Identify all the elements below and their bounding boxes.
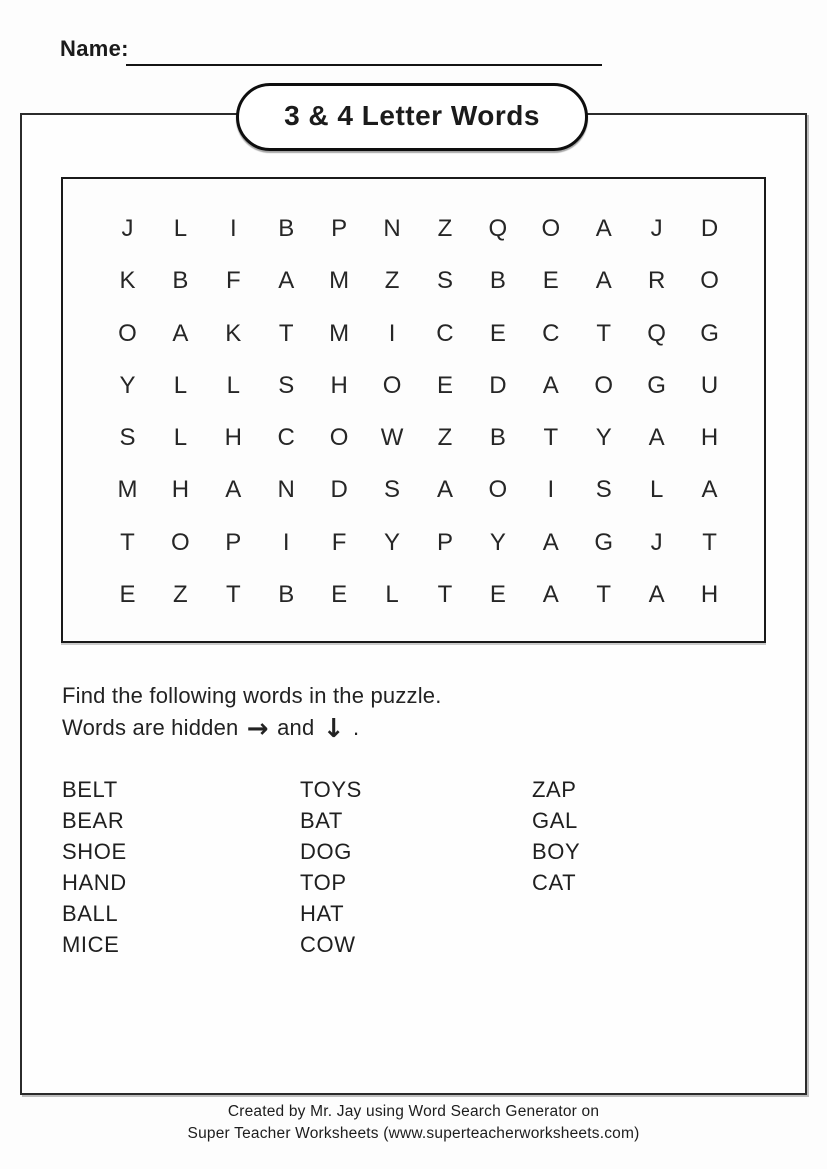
grid-letter: E xyxy=(489,319,506,347)
grid-letter: J xyxy=(650,215,663,243)
grid-letter: M xyxy=(329,267,350,295)
word-item: HAND xyxy=(62,870,127,895)
word-item: BAT xyxy=(300,808,343,833)
grid-letter: E xyxy=(331,580,348,608)
grid-letter: Z xyxy=(384,267,400,295)
grid-letter: B xyxy=(278,580,295,608)
grid-letter: A xyxy=(172,319,189,347)
grid-letter: B xyxy=(278,215,295,243)
word-item: ZAP xyxy=(532,777,577,802)
grid-letter: I xyxy=(282,528,290,556)
grid-letter: J xyxy=(650,528,663,556)
grid-letter: L xyxy=(226,371,240,399)
grid-letter: H xyxy=(330,371,348,399)
grid-letter: E xyxy=(119,580,136,608)
word-item: BALL xyxy=(62,901,119,926)
grid-letter: E xyxy=(542,267,559,295)
word-column xyxy=(532,774,732,960)
word-item: BEAR xyxy=(62,808,125,833)
footer-line2: Super Teacher Worksheets (www.superteacherworksheets.com) xyxy=(187,1125,640,1142)
grid-letter: H xyxy=(171,476,190,504)
grid-letter: Q xyxy=(647,319,666,347)
grid-letter: A xyxy=(542,580,559,608)
grid-letter: Z xyxy=(173,580,188,608)
grid-letter: O xyxy=(329,424,349,452)
grid-letter: C xyxy=(436,319,454,347)
grid-letter: S xyxy=(436,267,453,295)
word-column xyxy=(300,774,532,960)
grid-letter: T xyxy=(225,580,241,608)
grid-letter: B xyxy=(172,267,189,295)
grid-letter: E xyxy=(436,371,453,399)
grid-letter: U xyxy=(700,371,719,399)
grid-letter: I xyxy=(229,215,237,243)
grid-letter: I xyxy=(547,476,555,504)
grid-letter: Z xyxy=(437,215,453,243)
word-list xyxy=(62,774,732,960)
grid-letter: T xyxy=(437,580,453,608)
instructions-line2-prefix: Words are hidden xyxy=(62,715,239,740)
word-item: CAT xyxy=(532,870,577,895)
word-item: GAL xyxy=(532,808,578,833)
grid-letter: A xyxy=(278,267,295,295)
grid-letter: A xyxy=(542,528,559,556)
grid-letter: T xyxy=(543,424,559,452)
grid-letter: M xyxy=(117,476,138,504)
word-item: DOG xyxy=(300,839,352,864)
grid-letter: L xyxy=(649,476,664,504)
down-arrow-icon: ↓ xyxy=(322,714,345,744)
grid-letter: O xyxy=(541,215,561,243)
grid-letter: K xyxy=(119,267,136,295)
right-arrow-icon: → xyxy=(246,714,269,744)
grid-letter: L xyxy=(173,215,188,243)
word-item: BOY xyxy=(532,839,581,864)
grid-letter: L xyxy=(173,371,188,399)
grid-letter: L xyxy=(385,580,399,608)
name-blank-line xyxy=(126,42,602,66)
grid-letter: O xyxy=(488,476,508,504)
instructions-line2 xyxy=(62,712,442,745)
grid-letter: Y xyxy=(384,528,401,556)
grid-letter: Q xyxy=(488,215,508,243)
grid-letter: K xyxy=(225,319,242,347)
footer-credit xyxy=(0,1101,827,1145)
grid-letter: W xyxy=(380,424,404,452)
grid-letter: J xyxy=(121,215,134,243)
grid-letter: A xyxy=(595,215,612,243)
grid-letter: G xyxy=(647,371,666,399)
word-column xyxy=(62,774,300,960)
page-title: 3 & 4 Letter Words xyxy=(284,100,540,131)
grid-letter: C xyxy=(542,319,560,347)
grid-letter: O xyxy=(700,267,719,295)
grid-letter: G xyxy=(700,319,719,347)
instructions-line2-suffix: . xyxy=(353,715,360,740)
grid-letter: H xyxy=(700,580,719,608)
grid-letter: P xyxy=(331,215,348,243)
grid-letter: F xyxy=(225,267,241,295)
grid-letter: H xyxy=(700,424,719,452)
grid-letter: P xyxy=(225,528,242,556)
grid-letter: S xyxy=(119,424,136,452)
grid-letter: D xyxy=(330,476,348,504)
grid-letter: T xyxy=(596,580,612,608)
word-item: HAT xyxy=(300,901,345,926)
grid-letter: T xyxy=(120,528,135,556)
grid-letter: I xyxy=(388,319,396,347)
grid-letter: E xyxy=(489,580,506,608)
grid-letter: A xyxy=(542,371,559,399)
name-label: Name: xyxy=(60,36,129,61)
letter-grid xyxy=(61,177,766,643)
grid-letter: N xyxy=(277,476,295,504)
grid-letter: A xyxy=(595,267,612,295)
grid-letter: C xyxy=(277,424,295,452)
grid-letter: O xyxy=(594,371,614,399)
word-item: TOYS xyxy=(300,777,362,802)
grid-letter: B xyxy=(489,424,506,452)
grid-letter: O xyxy=(118,319,137,347)
grid-letter: A xyxy=(648,424,665,452)
grid-letter: Y xyxy=(489,528,506,556)
grid-letter: O xyxy=(382,371,402,399)
grid-letter: G xyxy=(594,528,614,556)
grid-letter: H xyxy=(224,424,242,452)
word-item: SHOE xyxy=(62,839,127,864)
grid-letter: L xyxy=(173,424,188,452)
grid-letter: S xyxy=(278,371,295,399)
grid-letter: A xyxy=(436,476,453,504)
title-badge xyxy=(236,83,588,151)
instructions-conjunction: and xyxy=(277,715,315,740)
grid-letter: Y xyxy=(119,371,136,399)
grid-letter: M xyxy=(329,319,350,347)
grid-letter: Z xyxy=(437,424,453,452)
instructions xyxy=(62,680,442,745)
grid-letter: P xyxy=(436,528,453,556)
grid-letter: A xyxy=(648,580,665,608)
word-item: MICE xyxy=(62,932,120,957)
grid-letter: D xyxy=(489,371,507,399)
grid-letter: N xyxy=(383,215,401,243)
word-item: COW xyxy=(300,932,356,957)
grid-letter: Y xyxy=(595,424,612,452)
grid-letter: T xyxy=(702,528,717,556)
grid-letter: O xyxy=(171,528,190,556)
grid-letter: T xyxy=(278,319,294,347)
grid-letter: R xyxy=(647,267,666,295)
grid-letter: F xyxy=(331,528,347,556)
grid-letter: D xyxy=(700,215,719,243)
grid-letter: A xyxy=(701,476,718,504)
grid-letter: T xyxy=(596,319,612,347)
grid-letter: A xyxy=(225,476,242,504)
word-item: TOP xyxy=(300,870,347,895)
grid-letter: B xyxy=(489,267,506,295)
grid-letter: S xyxy=(595,476,612,504)
instructions-line1: Find the following words in the puzzle. xyxy=(62,683,442,708)
grid-letter: S xyxy=(384,476,401,504)
word-item: BELT xyxy=(62,777,118,802)
footer-line1: Created by Mr. Jay using Word Search Generator on xyxy=(227,1103,600,1120)
